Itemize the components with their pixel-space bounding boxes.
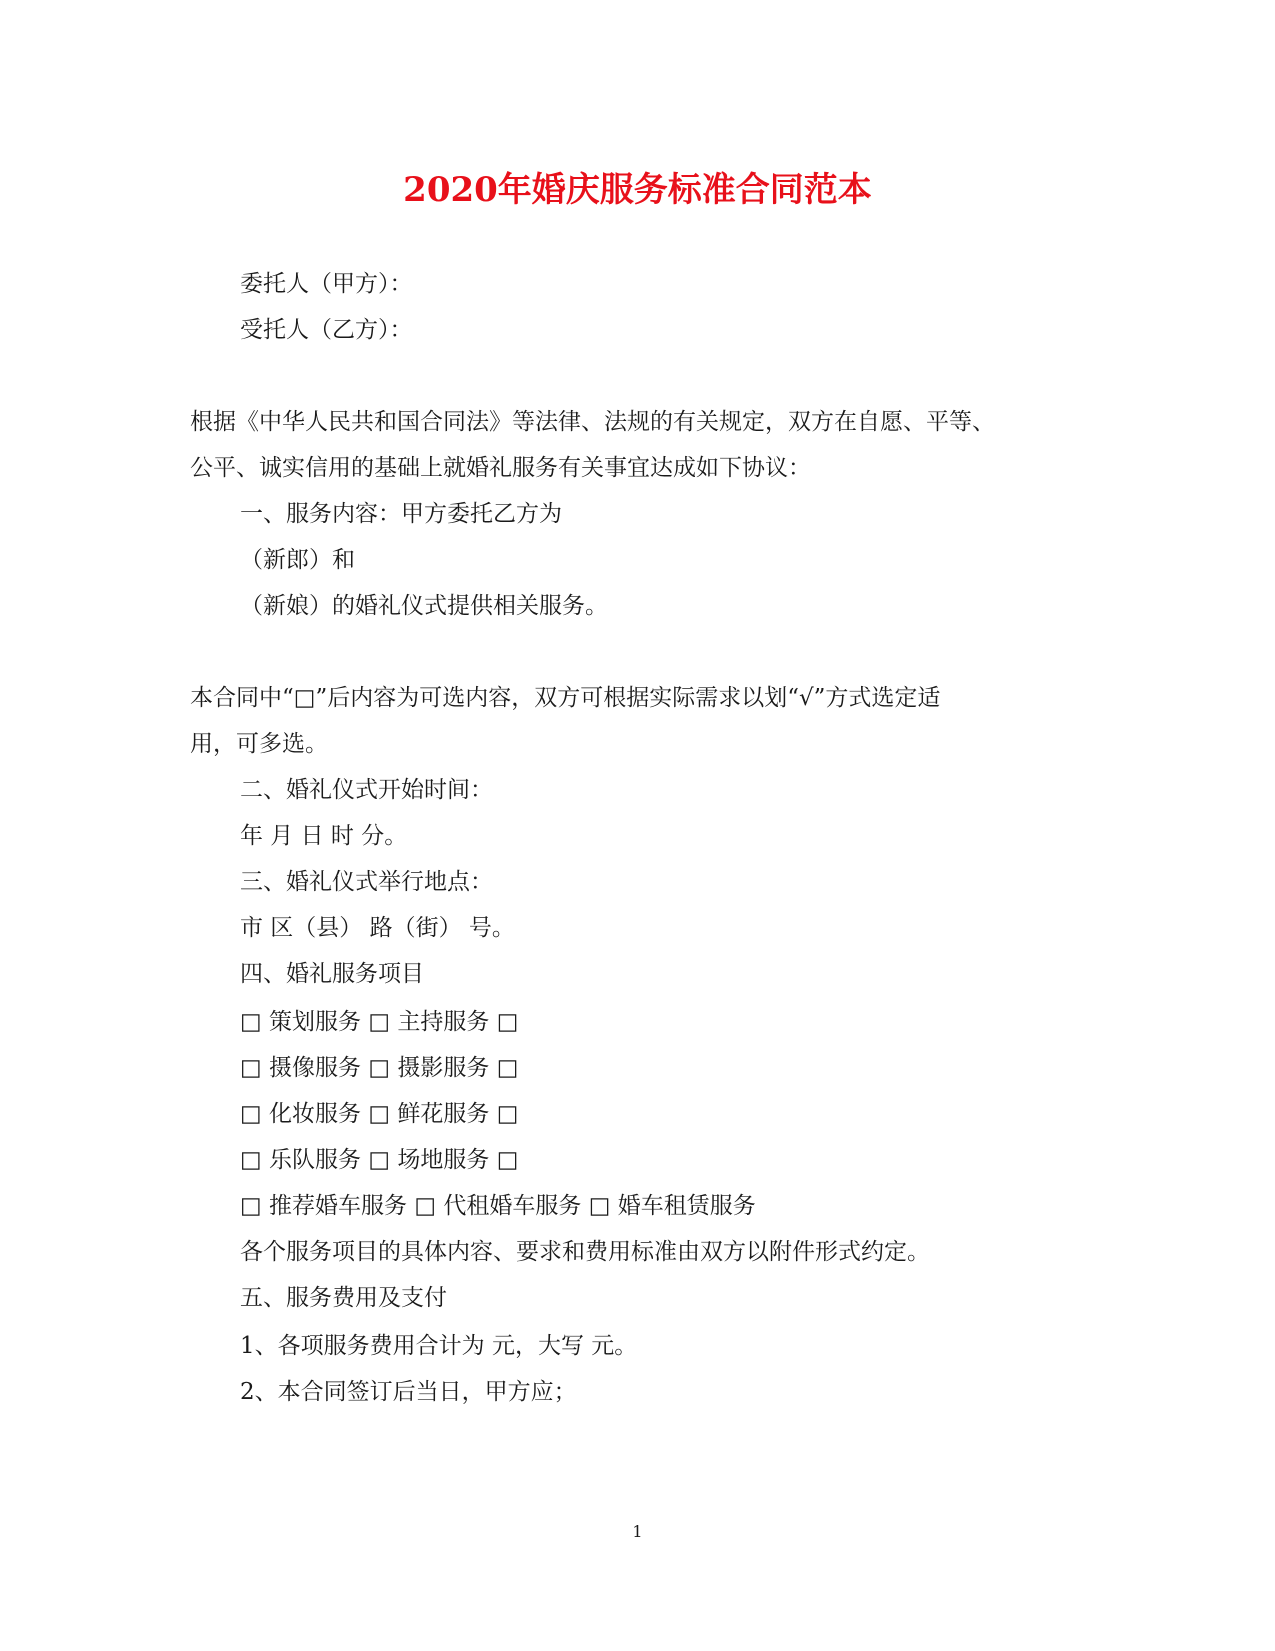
section-5-heading: 五、服务费用及支付 [240, 1285, 447, 1311]
service-options-row-2: □ 摄像服务 □ 摄影服务 □ [240, 1055, 519, 1081]
contractor-party-line: 受托人（乙方）： [240, 317, 413, 343]
preamble-line-1: 根据《中华人民共和国合同法》等法律、法规的有关规定，双方在自愿、平等、 [190, 409, 995, 435]
groom-line: （新郎）和 [240, 547, 355, 573]
service-terms-line: 各个服务项目的具体内容、要求和费用标准由双方以附件形式约定。 [240, 1239, 930, 1265]
optional-note-line-2: 用，可多选。 [190, 731, 328, 757]
bride-line: （新娘）的婚礼仪式提供相关服务。 [240, 593, 608, 619]
section-1-heading: 一、服务内容：甲方委托乙方为 [240, 501, 562, 527]
client-party-line: 委托人（甲方）： [240, 271, 413, 297]
ceremony-time-line: 年 月 日 时 分。 [240, 823, 408, 849]
service-options-row-3: □ 化妆服务 □ 鲜花服务 □ [240, 1101, 519, 1127]
service-options-row-1: □ 策划服务 □ 主持服务 □ [240, 1009, 519, 1035]
service-options-row-4: □ 乐队服务 □ 场地服务 □ [240, 1147, 519, 1173]
section-4-heading: 四、婚礼服务项目 [240, 961, 424, 987]
optional-note-line-1: 本合同中“□”后内容为可选内容，双方可根据实际需求以划“√”方式选定适 [190, 685, 941, 711]
page-number: 1 [632, 1522, 643, 1541]
service-options-row-5: □ 推荐婚车服务 □ 代租婚车服务 □ 婚车租赁服务 [240, 1193, 756, 1219]
ceremony-location-line: 市 区（县） 路（街） 号。 [240, 915, 515, 941]
payment-line: 2、本合同签订后当日，甲方应； [240, 1379, 577, 1405]
section-2-heading: 二、婚礼仪式开始时间： [240, 777, 493, 803]
fee-total-line: 1、各项服务费用合计为 元，大写 元。 [240, 1333, 638, 1359]
preamble-line-2: 公平、诚实信用的基础上就婚礼服务有关事宜达成如下协议： [190, 455, 811, 481]
section-3-heading: 三、婚礼仪式举行地点： [240, 869, 493, 895]
document-title: 2020年婚庆服务标准合同范本 [403, 170, 872, 210]
